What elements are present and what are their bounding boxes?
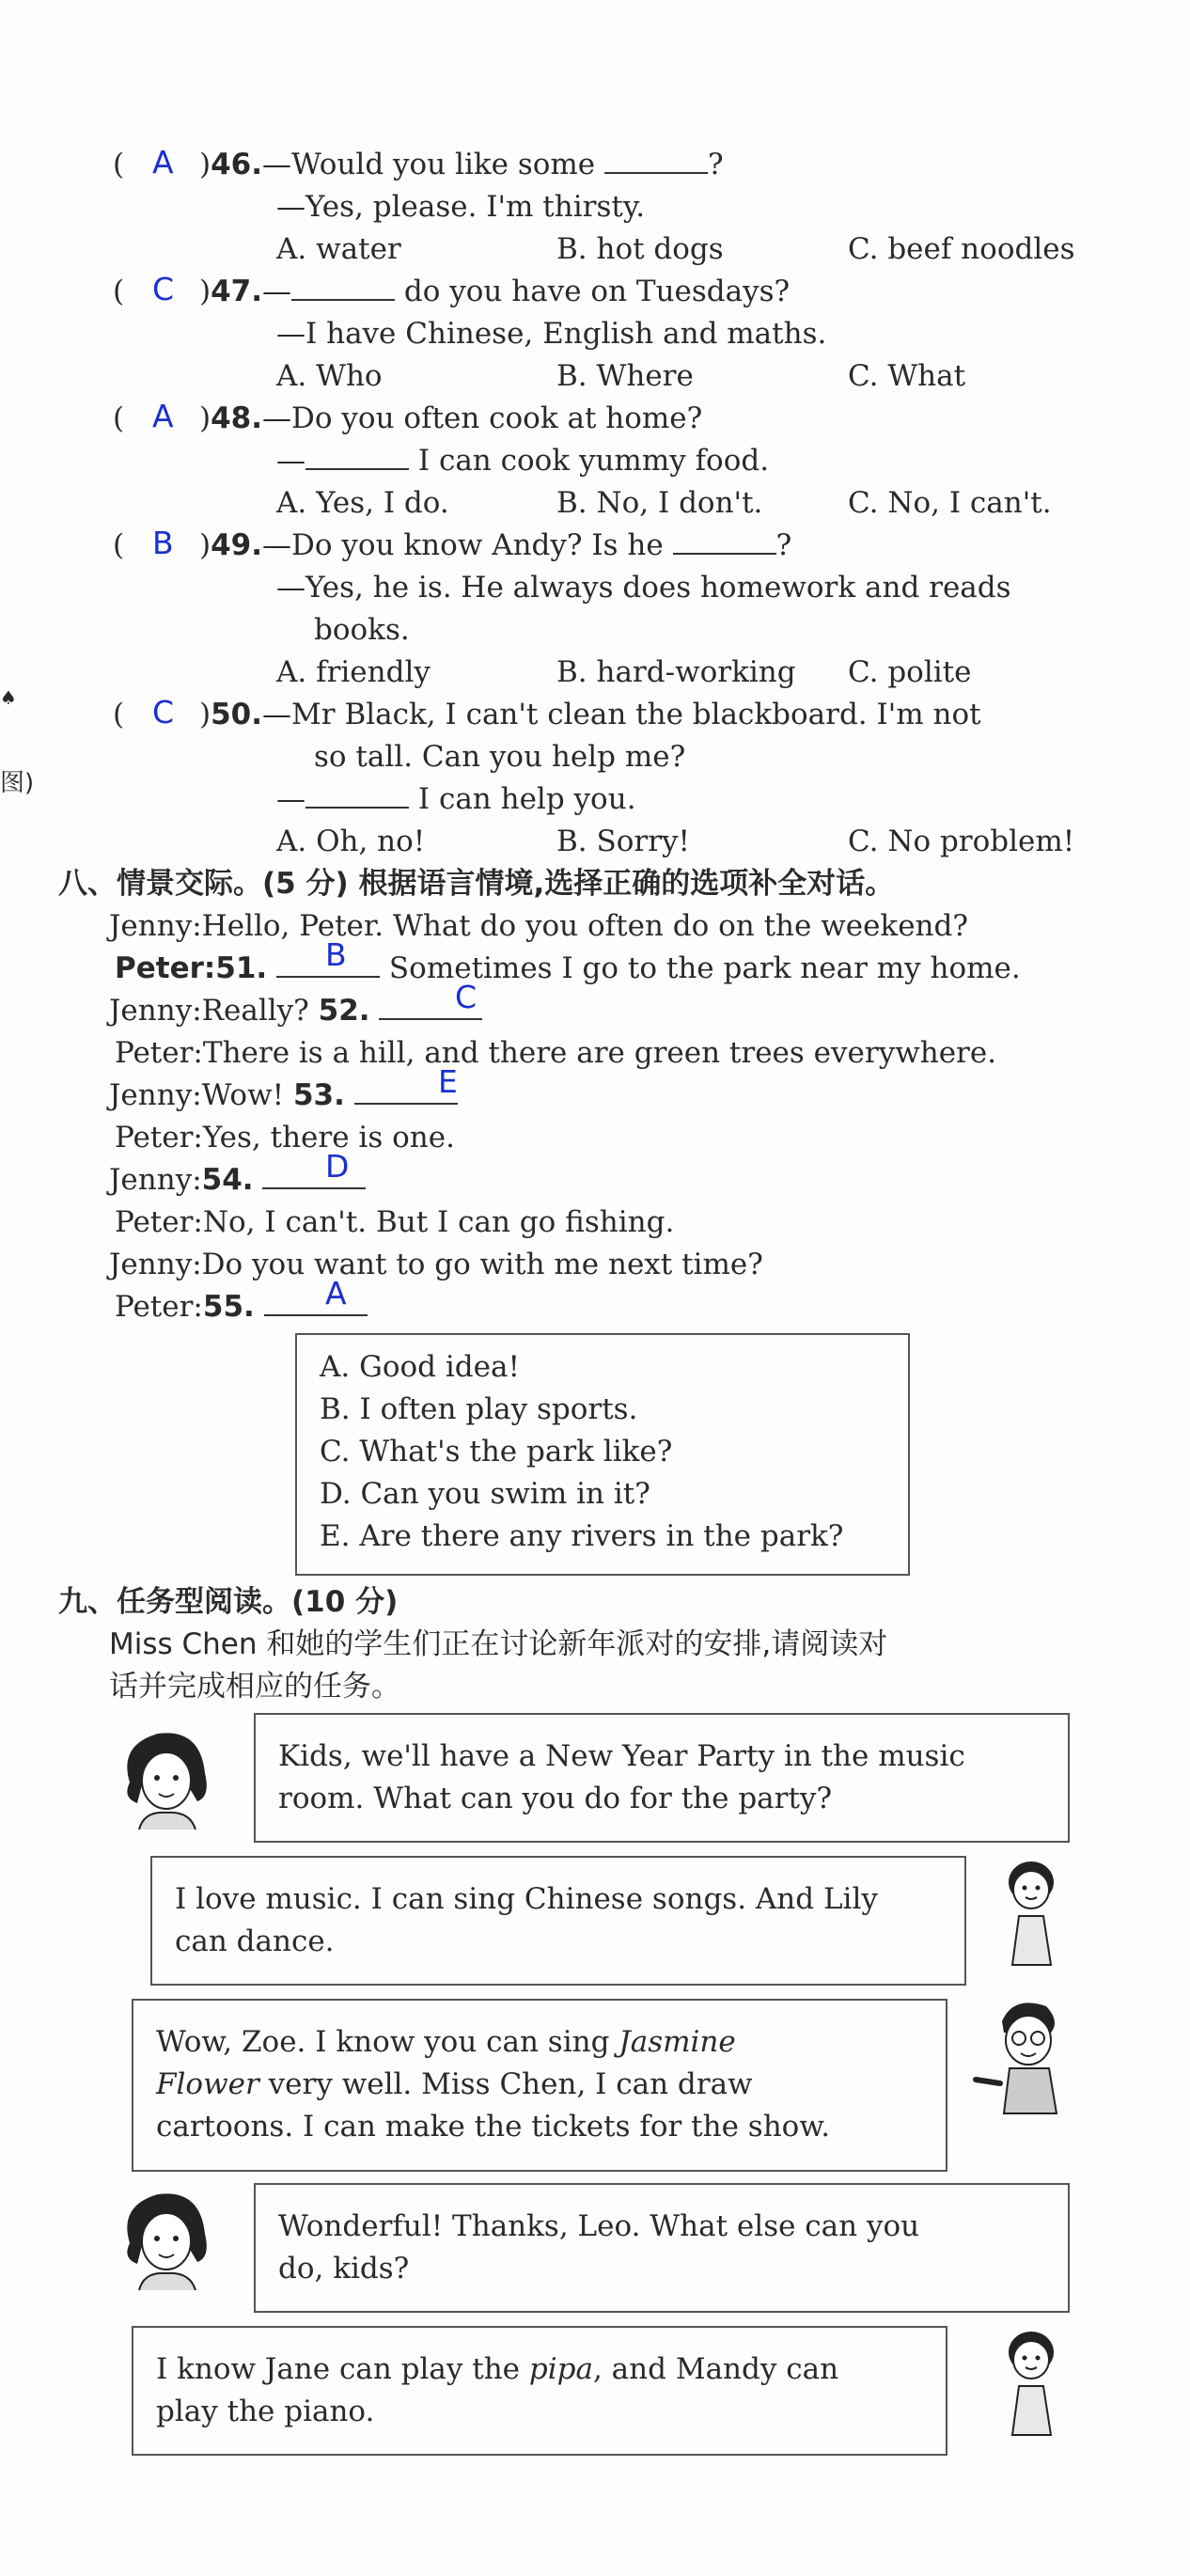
option-b: B. I often play sports. <box>320 1392 638 1426</box>
dialog-line-3: Jenny:Really? 52. <box>109 992 482 1029</box>
answer-52: C <box>455 979 478 1015</box>
dialog-line-2: Peter:51. Sometimes I go to the park near my home. <box>115 951 1021 985</box>
q47-answer: C <box>152 271 175 307</box>
bubble-1-line-1: Kids, we'll have a New Year Party in the music <box>278 1739 965 1773</box>
q47-option-c: C. What <box>848 359 966 393</box>
girl-zoe-avatar-icon <box>989 1854 1073 1967</box>
option-c: C. What's the park like? <box>320 1435 673 1469</box>
q50-option-a: A. Oh, no! <box>276 825 426 858</box>
bubble-4-line-1: Wonderful! Thanks, Leo. What else can you <box>278 2209 920 2243</box>
q49-paren: ( <box>113 528 125 562</box>
margin-mark-icon: ♠ <box>0 686 17 709</box>
q48-question: )48.—Do you often cook at home? <box>199 401 703 435</box>
teacher-avatar-icon <box>111 1726 222 1831</box>
q49-answer: B <box>152 525 174 561</box>
bubble-2-line-2: can dance. <box>175 1924 335 1958</box>
bubble-4-line-2: do, kids? <box>278 2252 410 2285</box>
dialog-bubble-4 <box>254 2183 1070 2313</box>
bubble-5-line-2: play the piano. <box>156 2395 375 2428</box>
dialog-bubble-5 <box>132 2326 947 2456</box>
q46-answer: A <box>152 144 174 181</box>
section8-heading: 八、情景交际。(5 分) 根据语言情境,选择正确的选项补全对话。 <box>58 867 895 901</box>
section9-intro-1: Miss Chen 和她的学生们正在讨论新年派对的安排,请阅读对 <box>109 1627 888 1661</box>
option-e: E. Are there any rivers in the park? <box>320 1519 844 1553</box>
q46-reply: —Yes, please. I'm thirsty. <box>276 190 646 224</box>
answer-54: D <box>325 1148 350 1185</box>
q50-option-c: C. No problem! <box>848 825 1075 858</box>
q46-paren: ( <box>113 148 125 181</box>
dialog-line-4: Peter:There is a hill, and there are green trees everywhere. <box>115 1036 997 1070</box>
options-box <box>295 1333 910 1576</box>
q48-option-c: C. No, I can't. <box>848 486 1052 520</box>
answer-55: A <box>325 1275 347 1312</box>
dialog-line-8: Peter:No, I can't. But I can go fishing. <box>115 1205 675 1239</box>
q50-stem-2: so tall. Can you help me? <box>314 740 686 774</box>
dialog-line-7: Jenny:54. <box>109 1161 366 1199</box>
q47-question: )47.— do you have on Tuesdays? <box>199 275 791 308</box>
teacher-avatar-icon-2 <box>111 2187 222 2292</box>
dialog-line-10: Peter:55. <box>115 1288 368 1326</box>
section9-heading: 九、任务型阅读。(10 分) <box>58 1585 399 1619</box>
q46-option-a: A. water <box>276 232 401 266</box>
dialog-bubble-1 <box>254 1713 1070 1843</box>
bubble-1-line-2: room. What can you do for the party? <box>278 1782 833 1815</box>
margin-text: 图) <box>0 769 35 797</box>
q49-option-c: C. polite <box>848 655 972 689</box>
q48-answer: A <box>152 398 174 434</box>
answer-53: E <box>438 1063 458 1100</box>
q49-reply-1: —Yes, he is. He always does homework and reads <box>276 571 1011 605</box>
q49-question: )49.—Do you know Andy? Is he ? <box>199 528 792 562</box>
q47-reply: —I have Chinese, English and maths. <box>276 317 827 351</box>
q47-option-b: B. Where <box>556 359 694 393</box>
q48-option-a: A. Yes, I do. <box>276 486 449 520</box>
bubble-3-line-2: Flower very well. Miss Chen, I can draw <box>156 2067 753 2101</box>
section9-intro-2: 话并完成相应的任务。 <box>109 1670 400 1704</box>
q47-paren: ( <box>113 275 125 308</box>
q49-option-a: A. friendly <box>276 655 431 689</box>
q50-answer: C <box>152 694 175 730</box>
q48-paren: ( <box>113 401 125 435</box>
q48-option-b: B. No, I don't. <box>556 486 763 520</box>
q46-option-c: C. beef noodles <box>848 232 1075 266</box>
q46-option-b: B. hot dogs <box>556 232 724 266</box>
q49-option-b: B. hard-working <box>556 655 796 689</box>
dialog-bubble-2 <box>150 1856 966 1986</box>
dialog-bubble-3 <box>132 1999 947 2172</box>
dialog-line-1: Jenny:Hello, Peter. What do you often do on the weekend? <box>109 909 968 943</box>
bubble-2-line-1: I love music. I can sing Chinese songs. And Lily <box>175 1882 878 1916</box>
dialog-line-9: Jenny:Do you want to go with me next time? <box>109 1248 763 1281</box>
q50-option-b: B. Sorry! <box>556 825 690 858</box>
option-d: D. Can you swim in it? <box>320 1477 650 1511</box>
bubble-3-line-1: Wow, Zoe. I know you can sing Jasmine <box>156 2025 736 2059</box>
boy-leo-avatar-icon <box>966 1993 1079 2115</box>
bubble-3-line-3: cartoons. I can make the tickets for the show. <box>156 2110 831 2144</box>
girl-avatar-icon-2 <box>989 2324 1073 2437</box>
q49-reply-2: books. <box>314 613 410 647</box>
option-a: A. Good idea! <box>320 1350 520 1384</box>
answer-51: B <box>325 936 347 973</box>
q47-option-a: A. Who <box>276 359 383 393</box>
q46-question: )46.—Would you like some ? <box>199 148 724 181</box>
q48-reply: — I can cook yummy food. <box>276 444 770 478</box>
bubble-5-line-1: I know Jane can play the pipa, and Mandy can <box>156 2352 839 2386</box>
q50-question: )50.—Mr Black, I can't clean the blackboard. I'm not <box>199 698 981 731</box>
dialog-line-6: Peter:Yes, there is one. <box>115 1121 455 1154</box>
dialog-line-5: Jenny:Wow! 53. <box>109 1076 458 1114</box>
q50-reply: — I can help you. <box>276 782 636 816</box>
q50-paren: ( <box>113 698 125 731</box>
